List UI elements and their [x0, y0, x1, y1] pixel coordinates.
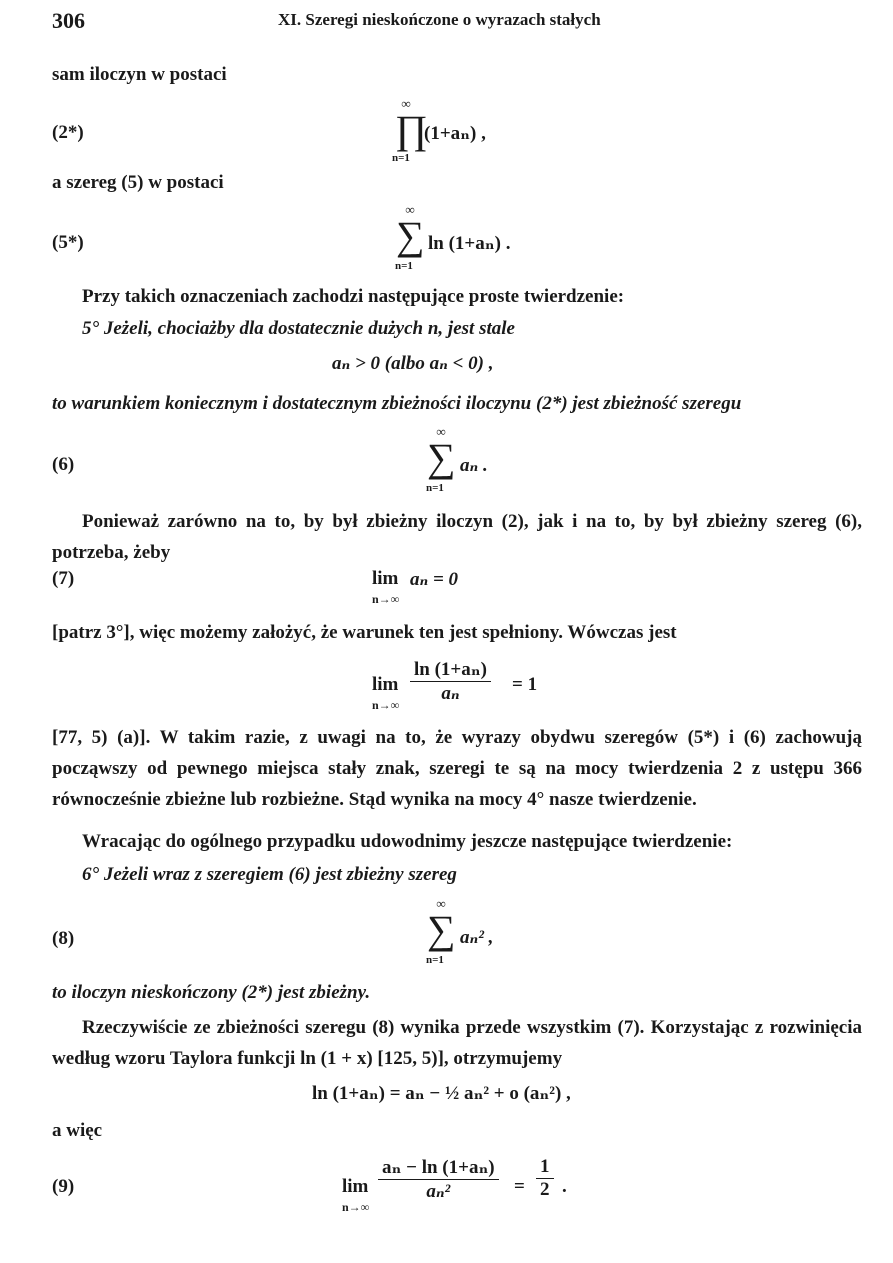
- equation-label: (6): [52, 454, 75, 475]
- text-line: a więc: [52, 1120, 103, 1141]
- sum-symbol: ∑: [396, 213, 425, 258]
- fraction: [410, 658, 491, 705]
- sum-lower-limit: n=1: [395, 260, 413, 272]
- taylor-expansion: ln (1+aₙ) = aₙ − ½ aₙ² + o (aₙ²) ,: [312, 1083, 571, 1104]
- lim-operator: lim: [372, 674, 399, 695]
- sum-body: aₙ .: [460, 455, 488, 476]
- sum-upper-limit: ∞: [405, 202, 415, 217]
- fraction-denominator: aₙ: [441, 683, 460, 704]
- fraction: [378, 1156, 499, 1203]
- sum-upper-limit: ∞: [436, 896, 446, 911]
- text-line: [patrz 3°], więc możemy założyć, że warunek ten jest spełniony. Wówczas jest: [52, 622, 677, 643]
- running-header: XI. Szeregi nieskończone o wyrazach stałych: [278, 10, 601, 29]
- text-line: Wracając do ogólnego przypadku udowodnimy jeszcze następujące twierdzenie:: [82, 831, 733, 852]
- rhs-fraction: [536, 1156, 554, 1201]
- paragraph: Ponieważ zarówno na to, by był zbieżny iloczyn (2), jak i na to, by był zbieżny szereg (6), potrzeba, żeby: [52, 511, 862, 563]
- lim-operator: lim: [372, 568, 399, 589]
- condition: aₙ > 0 (albo aₙ < 0) ,: [332, 353, 494, 374]
- sum-lower-limit: n=1: [426, 954, 444, 966]
- sum-body: aₙ² ,: [460, 927, 494, 948]
- theorem-statement: to warunkiem koniecznym i dostatecznym zbieżności iloczynu (2*) jest zbieżność szeregu: [52, 393, 742, 414]
- text-line: a szereg (5) w postaci: [52, 172, 224, 193]
- fraction-denominator: 2: [540, 1179, 550, 1200]
- equation-label: (7): [52, 568, 75, 589]
- product-upper-limit: ∞: [401, 96, 411, 111]
- equation-label: (9): [52, 1176, 75, 1197]
- sum-symbol: ∑: [427, 907, 456, 952]
- product-symbol: ∏: [395, 107, 428, 152]
- sum-body: ln (1+aₙ) .: [428, 233, 511, 254]
- fraction-numerator: 1: [536, 1156, 554, 1179]
- sum-upper-limit: ∞: [436, 424, 446, 439]
- lim-body: aₙ = 0: [410, 569, 459, 590]
- lim-subscript: n→∞: [372, 698, 400, 712]
- equation-label: (5*): [52, 232, 84, 253]
- lim-subscript: n→∞: [372, 592, 400, 606]
- text-line: sam iloczyn w postaci: [52, 64, 227, 85]
- fraction-numerator: aₙ − ln (1+aₙ): [378, 1156, 499, 1180]
- lim-operator: lim: [342, 1176, 369, 1197]
- equals-sign: =: [514, 1176, 525, 1197]
- theorem-statement: 5° Jeżeli, chociażby dla dostatecznie dużych n, jest stale: [82, 318, 515, 339]
- paragraph: Rzeczywiście ze zbieżności szeregu (8) wynika przede wszystkim (7). Korzystając z rozwinięcia według wzoru Taylora funkcji ln (1 + x) [125, 5)], otrzymujemy: [52, 1017, 862, 1069]
- fraction-denominator: aₙ²: [426, 1181, 451, 1202]
- fraction-numerator: ln (1+aₙ): [410, 658, 491, 682]
- sum-symbol: ∑: [427, 435, 456, 480]
- theorem-statement: 6° Jeżeli wraz z szeregiem (6) jest zbieżny szereg: [82, 864, 457, 885]
- theorem-statement: to iloczyn nieskończony (2*) jest zbieżny.: [52, 982, 371, 1003]
- paragraph: [77, 5) (a)]. W takim razie, z uwagi na to, że wyrazy obydwu szeregów (5*) i (6) zachowują począwszy od pewnego miejsca stały znak, szeregi te są na mocy twierdzenia 2 z ustępu 366 równocześnie zbieżne lub rozbieżne. Stąd wynika na mocy 4° nasze twierdzenie.: [52, 727, 862, 810]
- page-number: 306: [52, 8, 85, 33]
- product-body: (1+aₙ) ,: [424, 123, 486, 144]
- text-line: Przy takich oznaczeniach zachodzi następujące proste twierdzenie:: [82, 286, 625, 307]
- equation-label: (2*): [52, 122, 84, 143]
- lim-subscript: n→∞: [342, 1200, 370, 1214]
- product-lower-limit: n=1: [392, 152, 410, 164]
- equation-label: (8): [52, 928, 75, 949]
- sum-lower-limit: n=1: [426, 482, 444, 494]
- equation-rhs: = 1: [512, 674, 538, 695]
- trailing-period: .: [562, 1176, 567, 1197]
